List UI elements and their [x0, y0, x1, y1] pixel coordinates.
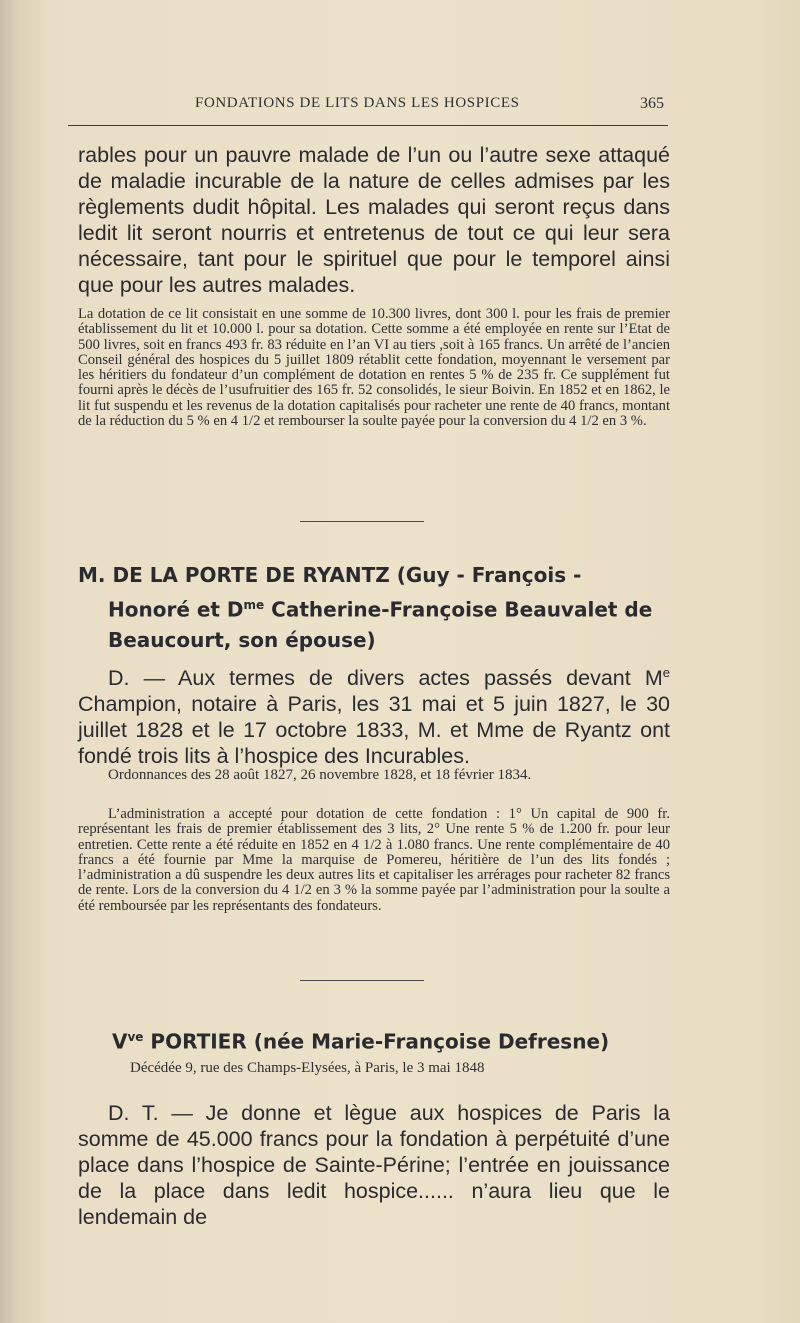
portier-heading-pre: V	[112, 1029, 128, 1054]
continuation-text: rables pour un pauvre malade de l’un ou l’autre sexe attaqué de maladie incurable de la nature de celles admises par les règlements dudit hôpital. Les malades qui seront reçus dans ledit lit seront nourris et entretenus de tout ce qui leur sera nécessaire, tant pour le spirituel que pour le temporel ainsi que pour les autres malades.	[78, 143, 670, 297]
ryantz-heading-sup: me	[243, 598, 265, 612]
portier-heading-post: PORTIER (née Marie-Françoise Defresne)	[143, 1029, 610, 1054]
portier-paragraph	[78, 1100, 670, 1230]
portier-heading-sup: ve	[127, 1030, 144, 1044]
ryantz-note	[78, 807, 670, 914]
header-rule	[68, 125, 668, 126]
portier-text: D. T. — Je donne et lègue aux hospices de Paris la somme de 45.000 francs pour la fondation à perpétuité d’une place dans l’hospice de Sainte-Périne; l’entrée en jouissance de la place dans ledit hospice...... n’aura lieu que le lendemain de	[78, 1101, 670, 1229]
dotation-note	[78, 307, 670, 429]
ryantz-paragraph	[78, 660, 670, 769]
ryantz-text-post: Champion, notaire à Paris, les 31 mai et 5 juin 1827, le 30 juillet 1828 et le 17 octobre 1833, M. et Mme de Ryantz ont fondé trois lits à l’hospice des Incurables.	[78, 692, 670, 769]
dotation-note-text: La dotation de ce lit consistait en une somme de 10.300 livres, dont 300 l. pour les frais de premier établissement du lit et 10.000 l. pour sa dotation. Cette somme a été employée en rente sur l’Etat de 500 livres, soit en francs 493 fr. 83 réduite en l’an VI au tiers ,soit à 165 francs. Un arrêté de l’ancien Conseil général des hospices du 5 juillet 1809 rétablit cette fondation, moyennant le versement par les héritiers du fondateur d’un complément de dotation en rentes 5 % de 235 fr. Ce supplément fut fourni après le décès de l’usufruitier des 165 fr. 52 consolidés, le sieur Boivin. En 1852 et en 1862, le lit fut suspendu et les revenus de la dotation capitalisés pour racheter une rente de 40 francs, montant de la réduction du 5 % en 4 1/2 et rembourser la soulte payée pour la conversion du 4 1/2 en 3 %.	[78, 306, 670, 430]
continuation-paragraph	[78, 142, 670, 298]
ordonnances-text: Ordonnances des 28 août 1827, 26 novembre 1828, et 18 février 1834.	[108, 767, 532, 783]
ryantz-heading-line2-pre: Honoré et D	[108, 597, 244, 622]
portier-subline-text: Décédée 9, rue des Champs-Elysées, à Paris, le 3 mai 1848	[130, 1060, 485, 1076]
ryantz-heading-line2	[78, 590, 678, 625]
ryantz-heading-line1: M. DE LA PORTE DE RYANTZ (Guy - François -	[78, 563, 582, 587]
portier-heading	[112, 1022, 692, 1057]
ordonnances-line	[78, 768, 670, 783]
running-head	[0, 95, 800, 119]
ryantz-heading-line3: Beaucourt, son épouse)	[108, 627, 376, 652]
ryantz-heading-line2-post: Catherine-Françoise Beauvalet de	[264, 597, 653, 622]
page-number: 365	[640, 95, 664, 112]
portier-subline	[130, 1060, 690, 1077]
ryantz-text	[78, 660, 670, 769]
ryantz-text-pre: D. — Aux termes de divers actes passés devant M	[108, 666, 663, 691]
section-divider	[300, 521, 424, 522]
section-divider-2	[300, 980, 424, 981]
ryantz-text-sup: e	[662, 665, 670, 680]
running-title: FONDATIONS DE LITS DANS LES HOSPICES	[195, 95, 520, 111]
ryantz-heading	[78, 560, 678, 655]
ryantz-note-text: L’administration a accepté pour dotation de cette fondation : 1° Un capital de 900 fr. représentant les frais de premier établissement des 3 lits, 2° Une rente 5 % de 1.200 fr. pour leur entretien. Cette rente a été réduite en 1852 en 4 1/2 à 1.080 francs. Une rente complémentaire de 40 francs a été fournie par Mme la marquise de Pomereu, héritière de l’un des lits fondés ; l’administration a dû suspendre les deux autres lits et capitaliser les arrérages pour racheter 82 francs de rente. Lors de la conversion du 4 1/2 en 3 % la somme payée par l’administration pour la soulte a été remboursée par les représentants des fondateurs.	[78, 806, 670, 914]
